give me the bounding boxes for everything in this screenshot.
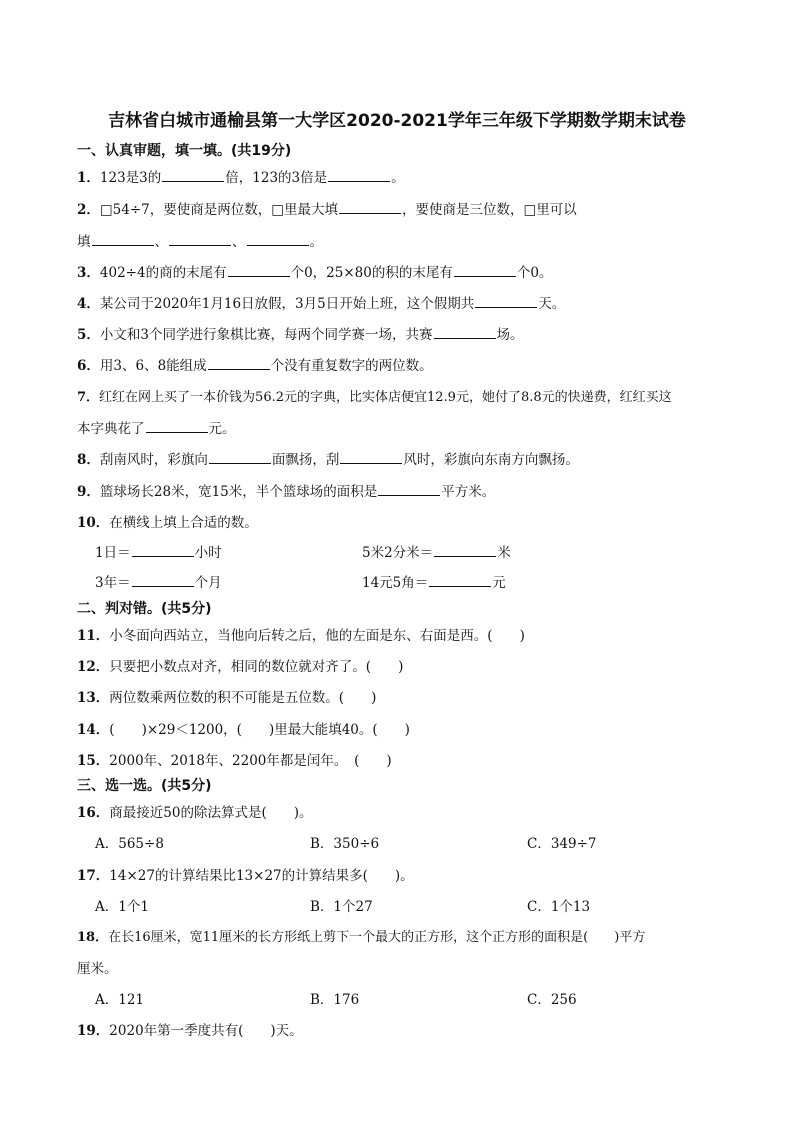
answer-blank[interactable] bbox=[434, 543, 496, 557]
question-9 bbox=[77, 480, 495, 500]
question-text: ，要使商是三位数，□里可以 bbox=[402, 202, 577, 218]
question-text: 个0，25×80的积的末尾有 bbox=[290, 265, 453, 281]
answer-blank[interactable] bbox=[247, 232, 309, 246]
question-10-item-a bbox=[95, 541, 222, 561]
question-text: 小文和3个同学进行象棋比赛，每两个同学赛一场，共赛 bbox=[99, 327, 433, 343]
question-text: 厘米。 bbox=[77, 961, 118, 977]
question-18 bbox=[77, 926, 645, 945]
option-b[interactable]: B．176 bbox=[310, 992, 360, 1008]
question-number: 19． bbox=[77, 1023, 110, 1039]
answer-blank[interactable] bbox=[169, 232, 231, 246]
answer-blank[interactable] bbox=[132, 543, 194, 557]
question-number: 5． bbox=[77, 327, 100, 343]
question-text: 商最接近50的除法算式是( )。 bbox=[109, 805, 313, 821]
question-number: 3． bbox=[77, 265, 100, 281]
option-a[interactable]: A．121 bbox=[95, 992, 145, 1008]
answer-blank[interactable] bbox=[340, 450, 402, 464]
question-text: 红红在网上买了一本价钱为56.2元的字典，比实体店便宜12.9元，她付了8.8元的快递费，红红买这 bbox=[99, 390, 672, 405]
question-number: 8． bbox=[77, 452, 100, 468]
question-text: 在横线上填上合适的数。 bbox=[109, 515, 258, 531]
question-text: 123是3的 bbox=[99, 170, 162, 186]
question-text: 元。 bbox=[208, 421, 236, 437]
answer-blank[interactable] bbox=[328, 168, 390, 182]
question-text: 刮南风时，彩旗向 bbox=[99, 452, 208, 468]
question-number: 9． bbox=[77, 484, 100, 500]
answer-blank[interactable] bbox=[146, 419, 208, 433]
question-text: 个0。 bbox=[516, 265, 553, 281]
option-b[interactable]: B．350÷6 bbox=[310, 836, 380, 852]
question-number: 1． bbox=[77, 170, 100, 186]
unit-label: 元 bbox=[492, 575, 506, 591]
option-b[interactable]: B．1个27 bbox=[310, 899, 373, 915]
section-heading-3: 三、选一选。(共5分) bbox=[77, 778, 212, 794]
question-number: 12． bbox=[77, 659, 110, 675]
question-number: 6． bbox=[77, 358, 100, 374]
answer-blank[interactable] bbox=[378, 482, 440, 496]
answer-blank[interactable] bbox=[92, 232, 154, 246]
question-2-continued bbox=[77, 230, 323, 250]
question-number: 16． bbox=[77, 805, 110, 821]
option-c[interactable]: C．1个13 bbox=[527, 899, 591, 915]
question-text: 。 bbox=[309, 234, 323, 250]
question-text: 篮球场长28米，宽15米，半个篮球场的面积是 bbox=[99, 484, 378, 500]
question-text: 14元5角＝ bbox=[362, 575, 429, 591]
answer-blank[interactable] bbox=[209, 450, 271, 464]
question-8 bbox=[77, 448, 579, 468]
question-7 bbox=[77, 386, 672, 405]
option-a[interactable]: A．1个1 bbox=[95, 899, 149, 915]
question-14 bbox=[77, 718, 410, 738]
question-text: 填 bbox=[77, 234, 91, 250]
question-number: 14． bbox=[77, 722, 110, 738]
question-10-item-c bbox=[95, 571, 222, 591]
answer-blank[interactable] bbox=[454, 263, 516, 277]
section-heading-1: 一、认真审题，填一填。(共19分) bbox=[77, 143, 292, 159]
question-number: 18． bbox=[77, 930, 109, 945]
question-text: 在长16厘米，宽11厘米的长方形纸上剪下一个最大的正方形，这个正方形的面积是( )平方 bbox=[108, 930, 646, 945]
answer-blank[interactable] bbox=[162, 168, 224, 182]
question-6 bbox=[77, 354, 433, 374]
question-15 bbox=[77, 749, 392, 769]
question-number: 13． bbox=[77, 690, 110, 706]
question-number: 2． bbox=[77, 202, 100, 218]
question-text: 3年＝ bbox=[95, 575, 131, 591]
question-text: 1日＝ bbox=[95, 545, 131, 561]
answer-blank[interactable] bbox=[429, 573, 491, 587]
question-text: 个没有重复数字的两位数。 bbox=[270, 358, 433, 374]
answer-blank[interactable] bbox=[208, 356, 270, 370]
question-text: 402÷4的商的末尾有 bbox=[99, 265, 227, 281]
question-7-continued bbox=[77, 417, 236, 437]
option-c[interactable]: C．349÷7 bbox=[527, 836, 597, 852]
question-number: 4． bbox=[77, 296, 100, 312]
option-a[interactable]: A．565÷8 bbox=[95, 836, 164, 852]
question-text: 面飘扬，刮 bbox=[271, 452, 340, 468]
section-heading-2: 二、判对错。(共5分) bbox=[77, 601, 212, 617]
option-c[interactable]: C．256 bbox=[527, 992, 577, 1008]
separator: 、 bbox=[154, 234, 168, 250]
question-number: 7． bbox=[77, 390, 100, 405]
question-12 bbox=[77, 655, 403, 675]
question-text: 只要把小数点对齐，相同的数位就对齐了。( ) bbox=[109, 659, 404, 675]
question-16 bbox=[77, 801, 313, 821]
answer-blank[interactable] bbox=[228, 263, 290, 277]
separator: 、 bbox=[232, 234, 246, 250]
question-13 bbox=[77, 686, 376, 706]
answer-blank[interactable] bbox=[475, 294, 537, 308]
question-text: 2000年、2018年、2200年都是闰年。 ( ) bbox=[109, 753, 392, 769]
question-text: □54÷7，要使商是两位数，□里最大填 bbox=[99, 202, 338, 218]
question-text: 。 bbox=[391, 170, 405, 186]
question-1 bbox=[77, 166, 405, 186]
question-10-item-d bbox=[362, 571, 506, 591]
question-text: 14×27的计算结果比13×27的计算结果多( )。 bbox=[109, 868, 414, 884]
question-10 bbox=[77, 511, 258, 531]
answer-blank[interactable] bbox=[434, 325, 496, 339]
question-11 bbox=[77, 624, 525, 644]
question-19 bbox=[77, 1019, 303, 1039]
question-5 bbox=[77, 323, 524, 343]
question-text: 天。 bbox=[538, 296, 566, 312]
question-text: 本字典花了 bbox=[77, 421, 145, 437]
page-title: 吉林省白城市通榆县第一大学区2020-2021学年三年级下学期数学期末试卷 bbox=[108, 111, 686, 131]
question-number: 15． bbox=[77, 753, 110, 769]
unit-label: 米 bbox=[497, 545, 511, 561]
answer-blank[interactable] bbox=[339, 200, 401, 214]
question-text: 平方米。 bbox=[441, 484, 496, 500]
question-text: 风时，彩旗向东南方向飘扬。 bbox=[403, 452, 579, 468]
question-text: 2020年第一季度共有( )天。 bbox=[109, 1023, 303, 1039]
unit-label: 小时 bbox=[194, 545, 222, 561]
question-18-continued bbox=[77, 957, 118, 977]
question-text: 倍，123的3倍是 bbox=[225, 170, 328, 186]
question-text: ( )×29＜1200，( )里最大能填40。( ) bbox=[109, 722, 410, 738]
question-2 bbox=[77, 198, 577, 218]
answer-blank[interactable] bbox=[132, 573, 194, 587]
question-text: 某公司于2020年1月16日放假，3月5日开始上班，这个假期共 bbox=[99, 296, 475, 312]
question-text: 场。 bbox=[496, 327, 524, 343]
unit-label: 个月 bbox=[194, 575, 222, 591]
question-17 bbox=[77, 864, 414, 884]
question-number: 17． bbox=[77, 868, 110, 884]
question-number: 10． bbox=[77, 515, 110, 531]
question-3 bbox=[77, 261, 552, 281]
question-4 bbox=[77, 292, 565, 312]
question-text: 用3、6、8能组成 bbox=[99, 358, 207, 374]
question-text: 两位数乘两位数的积不可能是五位数。( ) bbox=[109, 690, 377, 706]
question-text: 小冬面向西站立，当他向后转之后，他的左面是东、右面是西。( ) bbox=[109, 628, 525, 644]
question-10-item-b bbox=[362, 541, 511, 561]
question-number: 11． bbox=[77, 628, 110, 644]
question-text: 5米2分米＝ bbox=[362, 545, 434, 561]
